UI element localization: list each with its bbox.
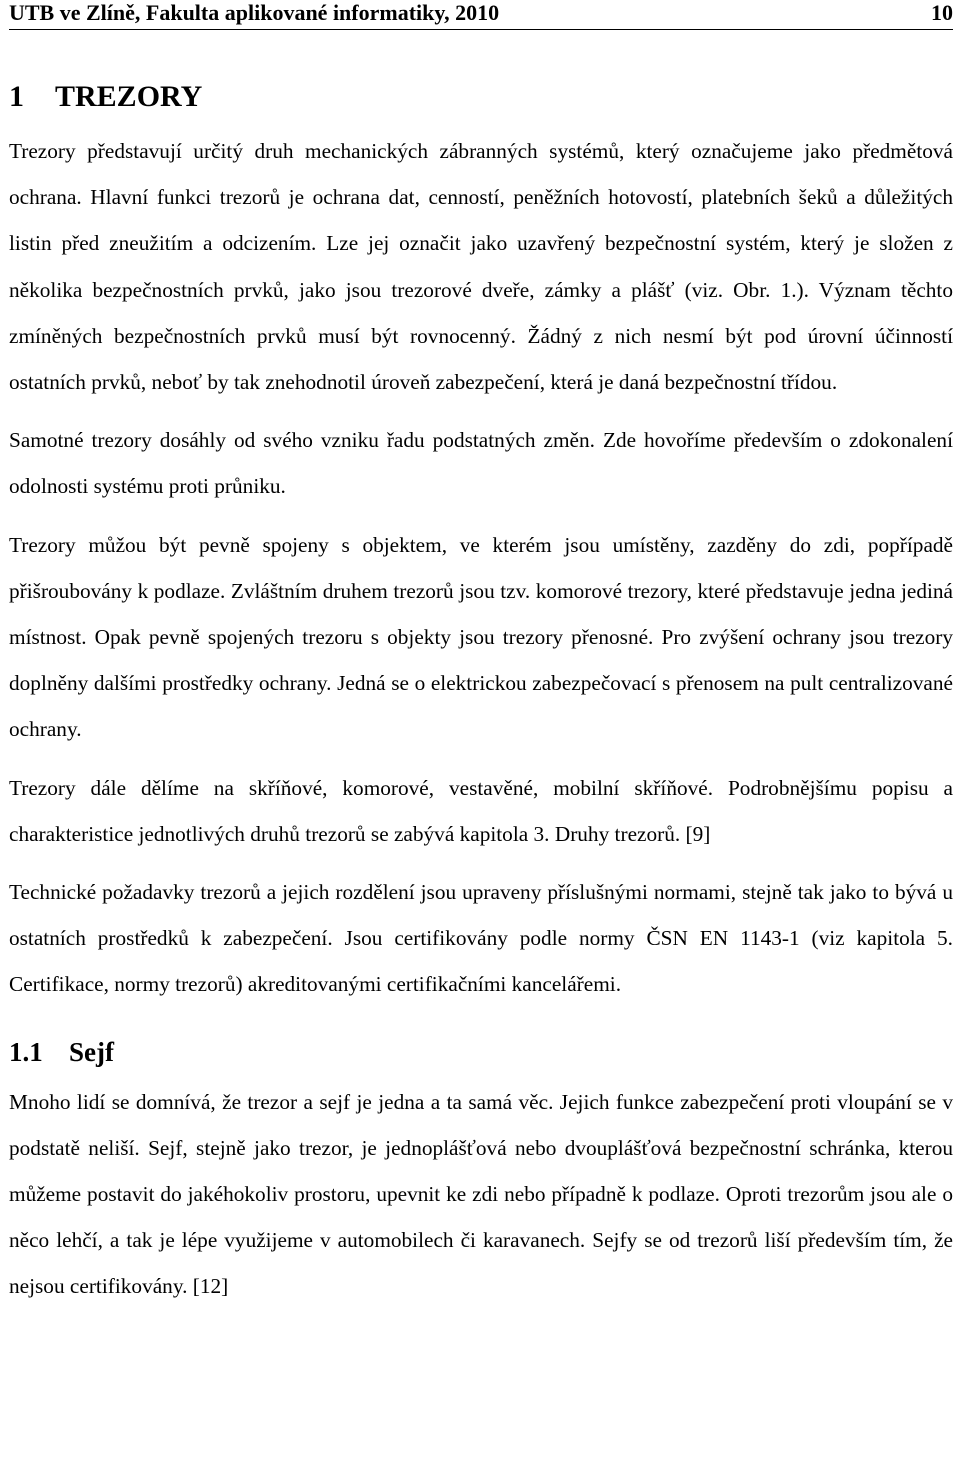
section-heading: [9, 1035, 953, 1069]
paragraph: Technické požadavky trezorů a jejich rozdělení jsou upraveny příslušnými normami, stejně tak jako to bývá u ostatních prostředků k zabezpečení. Jsou certifikovány podle normy ČSN EN 1143-1 (viz kapitola 5. Certifikace, normy trezorů) akreditovanými certifikačními kancelářemi.: [9, 880, 953, 997]
section-number: 1.1: [9, 1036, 43, 1067]
header-title: UTB ve Zlíně, Fakulta aplikované informatiky, 2010: [9, 0, 500, 25]
section-title: Sejf: [69, 1036, 114, 1067]
paragraph: Trezory můžou být pevně spojeny s objektem, ve kterém jsou umístěny, zazděny do zdi, popřípadě přišroubovány k podlaze. Zvláštním druhem trezorů jsou tzv. komorové trezory, které představuje jedna jediná místnost. Opak pevně spojených trezoru s objekty jsou trezory přenosné. Pro zvýšení ochrany jsou trezory doplněny dalšími prostředky ochrany. Jedná se o elektrickou zabezpečovací s přenosem na pult centralizované ochrany.: [9, 532, 953, 742]
header-rule: [9, 29, 953, 30]
paragraph: Mnoho lidí se domnívá, že trezor a sejf je jedna a ta samá věc. Jejich funkce zabezpečení proti vloupání se v podstatě neliší. Sejf, stejně jako trezor, je jednoplášťová nebo dvouplášťová bezpečnostní schránka, kterou můžeme postavit do jakéhokoliv prostoru, upevnit ke zdi nebo případně k podlaze. Oproti trezorům jsou ale o něco lehčí, a tak je lépe využijeme v automobilech či karavanech. Sejfy se od trezorů liší především tím, že nejsou certifikovány. [12]: [9, 1089, 953, 1299]
page-number: 10: [931, 0, 953, 25]
paragraph: Samotné trezory dosáhly od svého vzniku řadu podstatných změn. Zde hovoříme především o zdokonalení odolnosti systému proti průniku.: [9, 428, 953, 499]
chapter-heading: [9, 79, 953, 115]
running-header: [9, 0, 953, 34]
document-page: [9, 0, 953, 1310]
paragraph: Trezory představují určitý druh mechanických zábranných systémů, který označujeme jako předmětová ochrana. Hlavní funkci trezorů je ochrana dat, cenností, peněžních hotovostí, platebních šeků a důležitých listin před zneužitím a odcizením. Lze jej označit jako uzavřený bezpečnostní systém, který je složen z několika bezpečnostních prvků, jako jsou trezorové dveře, zámky a plášť (viz. Obr. 1.). Význam těchto zmíněných bezpečnostních prvků musí být rovnocenný. Žádný z nich nesmí být pod úrovní účinností ostatních prvků, neboť by tak znehodnotil úroveň zabezpečení, která je daná bezpečnostní třídou.: [9, 139, 953, 395]
chapter-title: TREZORY: [55, 80, 203, 113]
paragraph: Trezory dále dělíme na skříňové, komorové, vestavěné, mobilní skříňové. Podrobnějšímu popisu a charakteristice jednotlivých druhů trezorů se zabývá kapitola 3. Druhy trezorů. [9]: [9, 775, 953, 846]
chapter-number: 1: [9, 80, 24, 113]
